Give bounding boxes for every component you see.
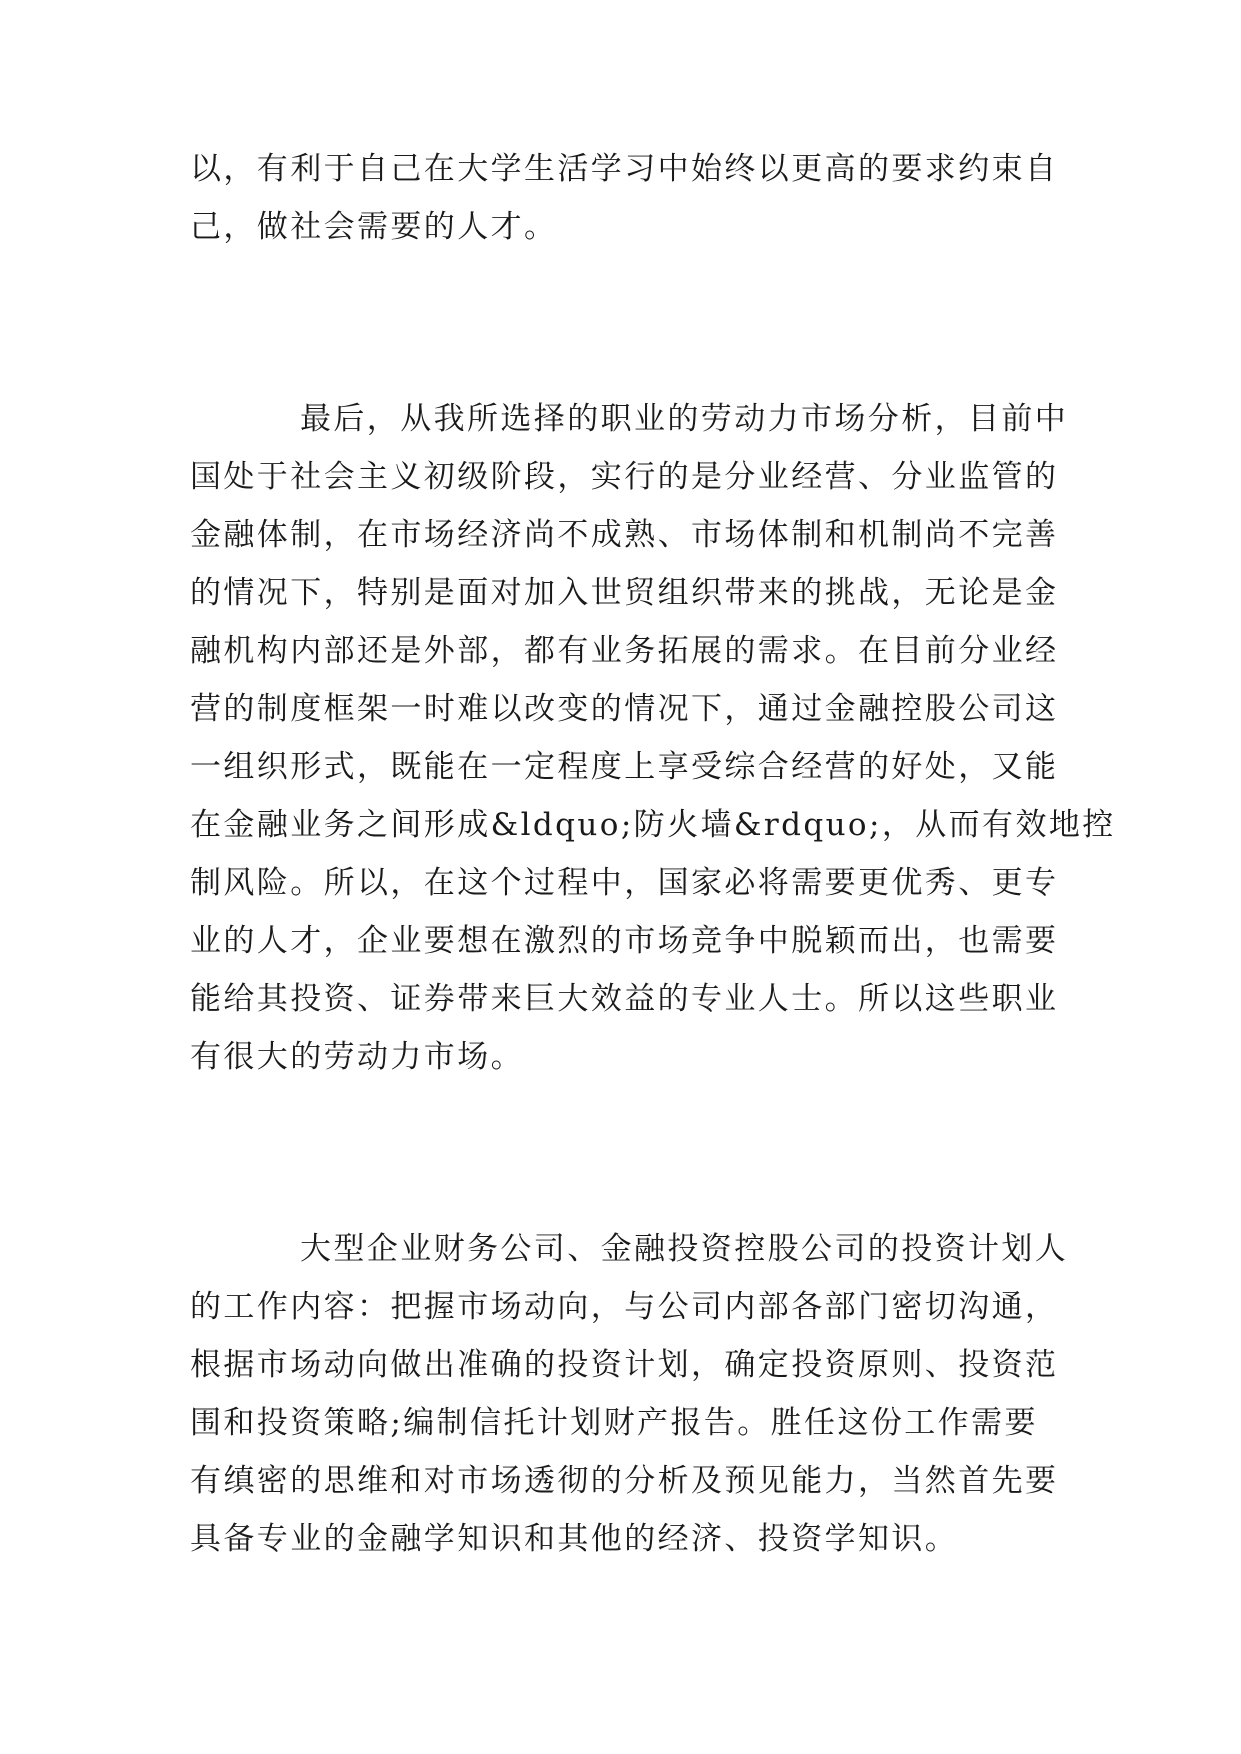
paragraph-3-line-3: 根据市场动向做出准确的投资计划，确定投资原则、投资范 [190, 1347, 1059, 1383]
paragraph-2-line-1: 最后，从我所选择的职业的劳动力市场分析，目前中 [300, 401, 1069, 437]
paragraph-2-line-9: 制风险。所以，在这个过程中，国家必将需要更优秀、更专 [190, 865, 1059, 901]
paragraph-1-line-2: 己，做社会需要的人才。 [190, 209, 558, 245]
paragraph-1-line-1: 以，有利于自己在大学生活学习中始终以更高的要求约束自 [190, 151, 1059, 187]
paragraph-2-line-8: 在金融业务之间形成&ldquo;防火墙&rdquo;，从而有效地控 [190, 807, 1116, 843]
paragraph-2-line-11: 能给其投资、证券带来巨大效益的专业人士。所以这些职业 [190, 981, 1059, 1017]
paragraph-2-line-3: 金融体制，在市场经济尚不成熟、市场体制和机制尚不完善 [190, 517, 1059, 553]
paragraph-3-line-6: 具备专业的金融学知识和其他的经济、投资学知识。 [190, 1521, 959, 1557]
paragraph-3-line-1: 大型企业财务公司、金融投资控股公司的投资计划人 [300, 1231, 1069, 1267]
paragraph-2-line-10: 业的人才，企业要想在激烈的市场竞争中脱颖而出，也需要 [190, 923, 1059, 959]
paragraph-2-line-5: 融机构内部还是外部，都有业务拓展的需求。在目前分业经 [190, 633, 1059, 669]
paragraph-2-line-12: 有很大的劳动力市场。 [190, 1039, 524, 1075]
paragraph-3-line-2: 的工作内容：把握市场动向，与公司内部各部门密切沟通， [190, 1289, 1059, 1325]
paragraph-2-line-7: 一组织形式，既能在一定程度上享受综合经营的好处，又能 [190, 749, 1059, 785]
paragraph-3-line-5: 有缜密的思维和对市场透彻的分析及预见能力，当然首先要 [190, 1463, 1059, 1499]
paragraph-2-line-4: 的情况下，特别是面对加入世贸组织带来的挑战，无论是金 [190, 575, 1059, 611]
paragraph-2-line-2: 国处于社会主义初级阶段，实行的是分业经营、分业监管的 [190, 459, 1059, 495]
paragraph-3-line-4: 围和投资策略;编制信托计划财产报告。胜任这份工作需要 [190, 1405, 1038, 1441]
paragraph-2-line-6: 营的制度框架一时难以改变的情况下，通过金融控股公司这 [190, 691, 1059, 727]
